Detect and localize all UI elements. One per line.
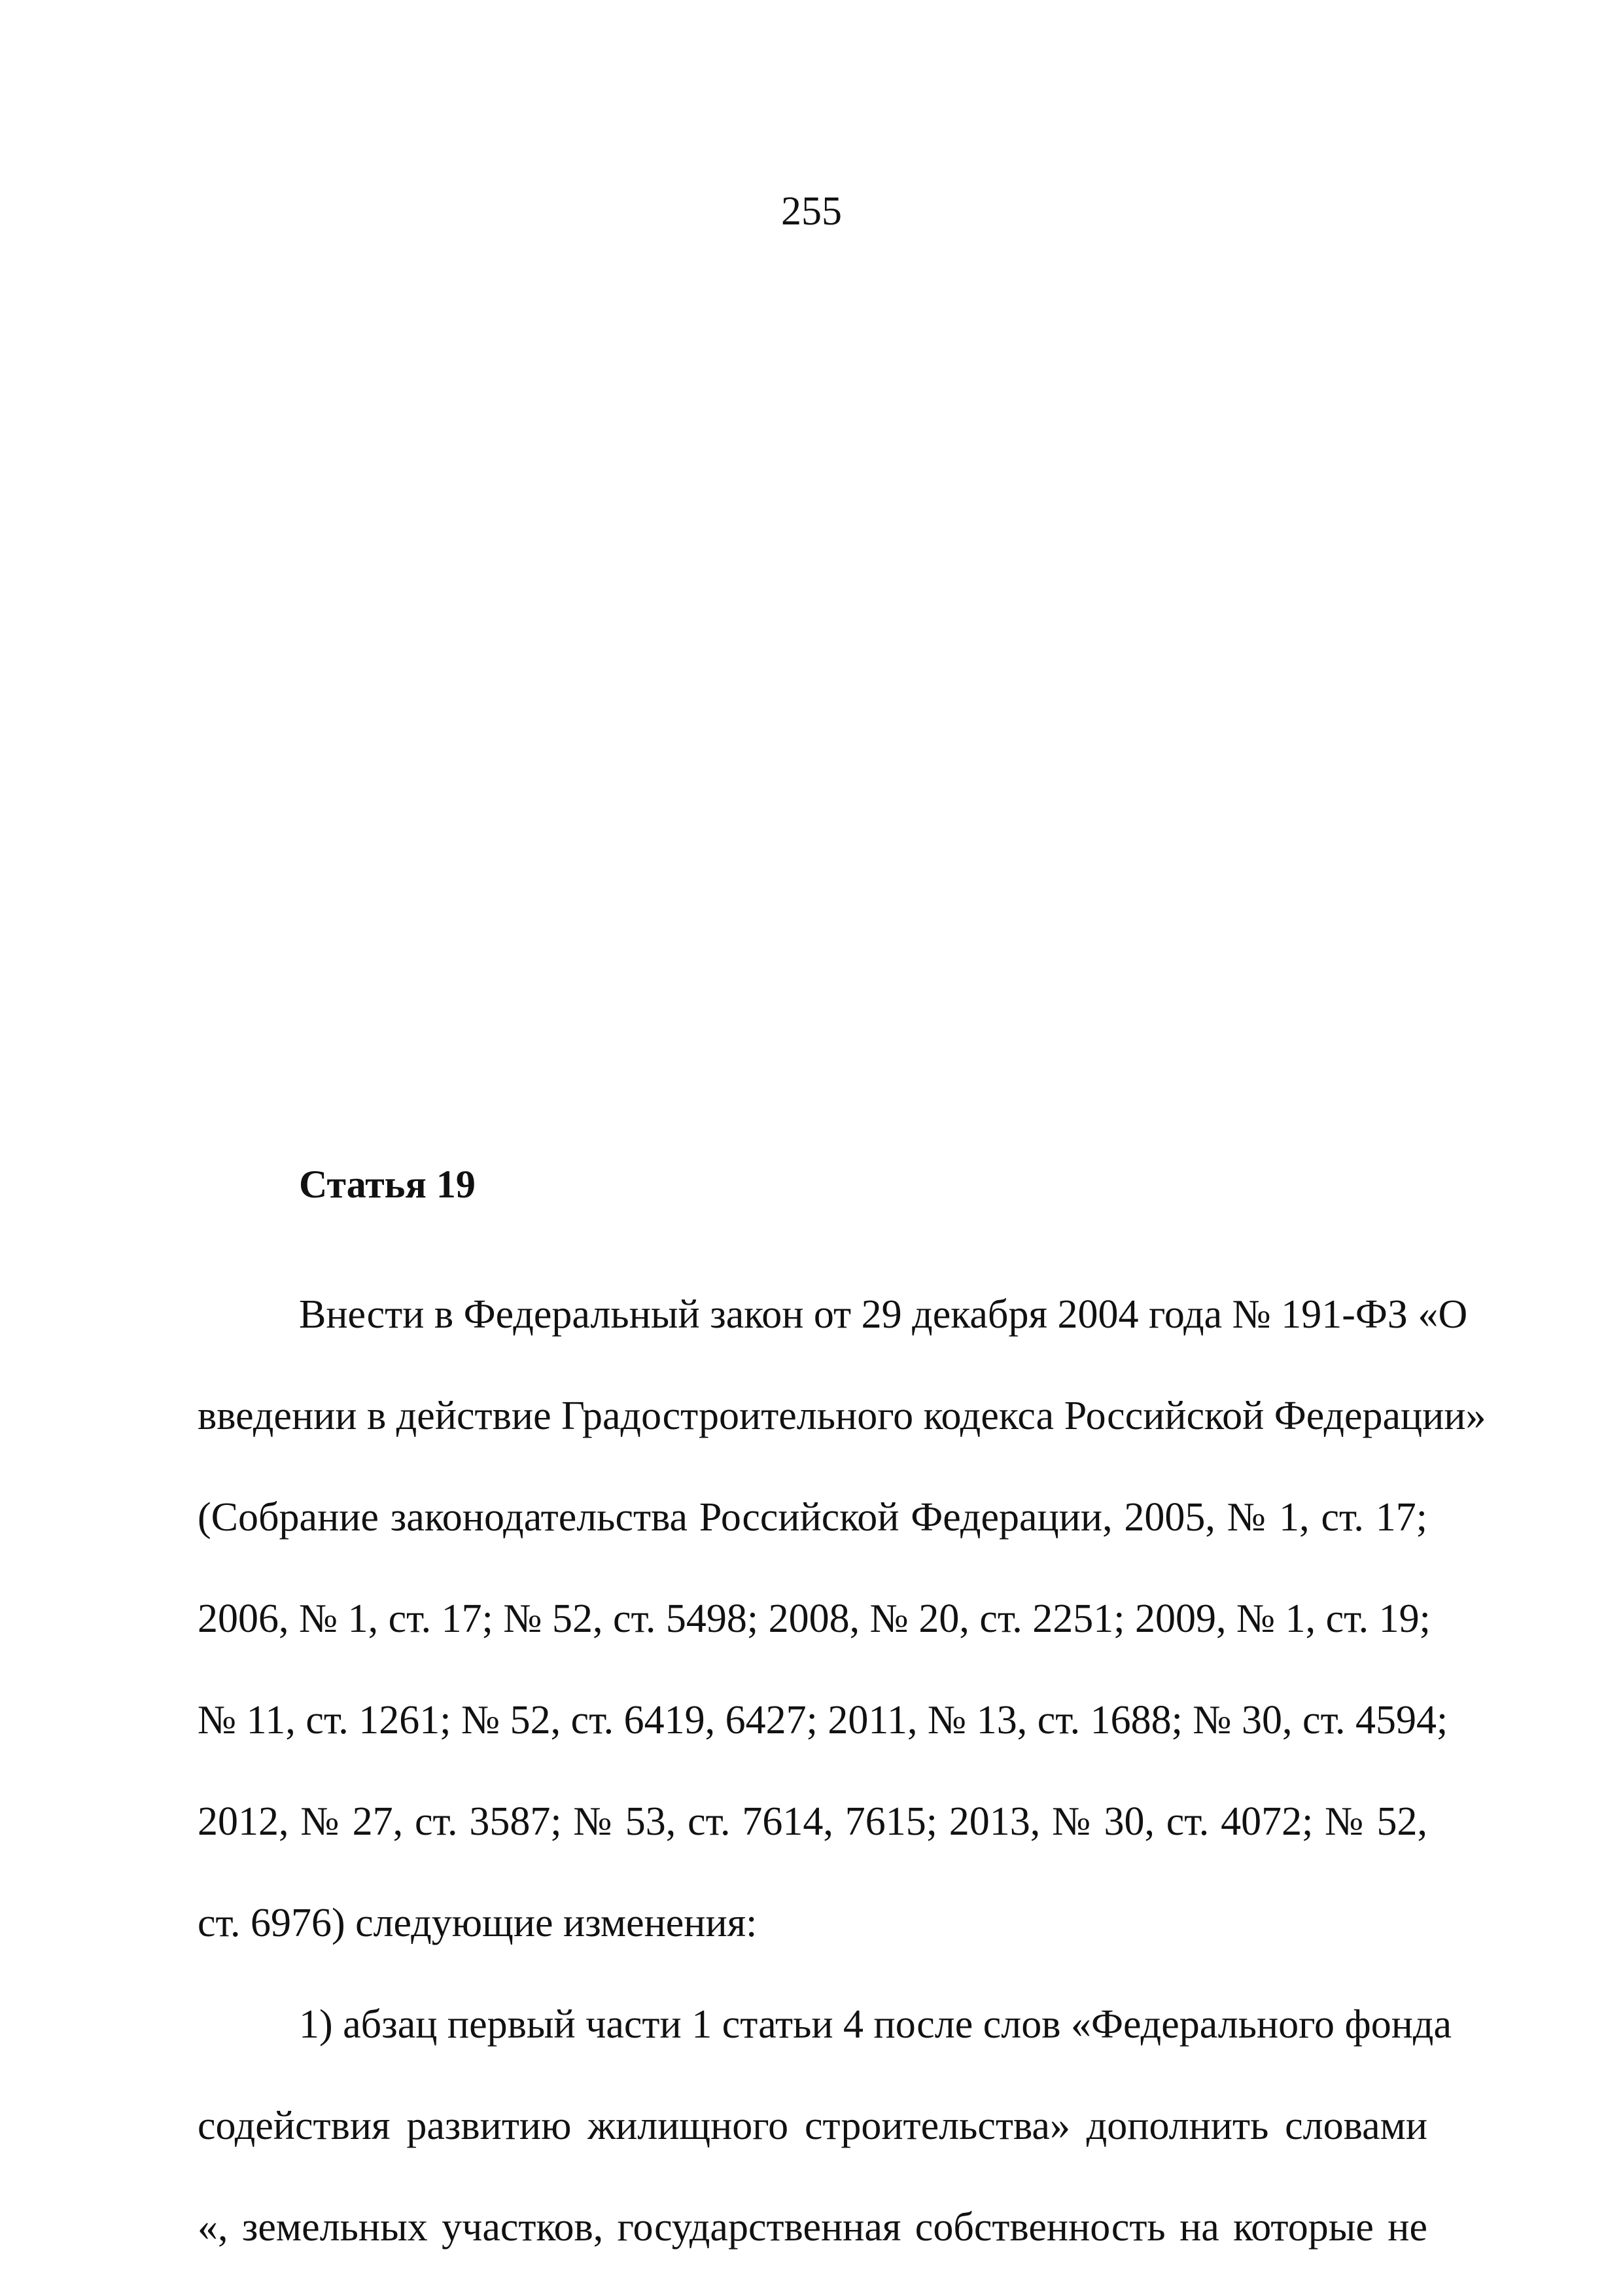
text-line: (Собрание законодательства Российской Федерации, 2005, № 1, ст. 17; xyxy=(198,1495,1427,1540)
text-line: содействия развитию жилищного строительства» дополнить словами xyxy=(198,2104,1427,2148)
text-line: введении в действие Градостроительного кодекса Российской Федерации» xyxy=(198,1394,1486,1438)
text-line: 2006, № 1, ст. 17; № 52, ст. 5498; 2008, № 20, ст. 2251; 2009, № 1, ст. 19; xyxy=(198,1597,1431,1641)
text-line: 2012, № 27, ст. 3587; № 53, ст. 7614, 7615; 2013, № 30, ст. 4072; № 52, xyxy=(198,1799,1427,1844)
article-title: Статья 19 xyxy=(299,1163,476,1206)
text-line: «, земельных участков, государственная собственность на которые не xyxy=(198,2205,1427,2250)
text-line: 1) абзац первый части 1 статьи 4 после слов «Федерального фонда xyxy=(299,2002,1452,2047)
text-line: № 11, ст. 1261; № 52, ст. 6419, 6427; 2011, № 13, ст. 1688; № 30, ст. 4594; xyxy=(198,1698,1448,1742)
text-line: ст. 6976) следующие изменения: xyxy=(198,1901,758,1945)
page-number: 255 xyxy=(781,189,842,234)
text-line: Внести в Федеральный закон от 29 декабря 2004 года № 191-ФЗ «О xyxy=(299,1292,1468,1337)
paragraph-intro xyxy=(198,1264,1486,1974)
paragraph-item-1 xyxy=(198,1974,1452,2278)
document-body xyxy=(198,1163,1486,2278)
